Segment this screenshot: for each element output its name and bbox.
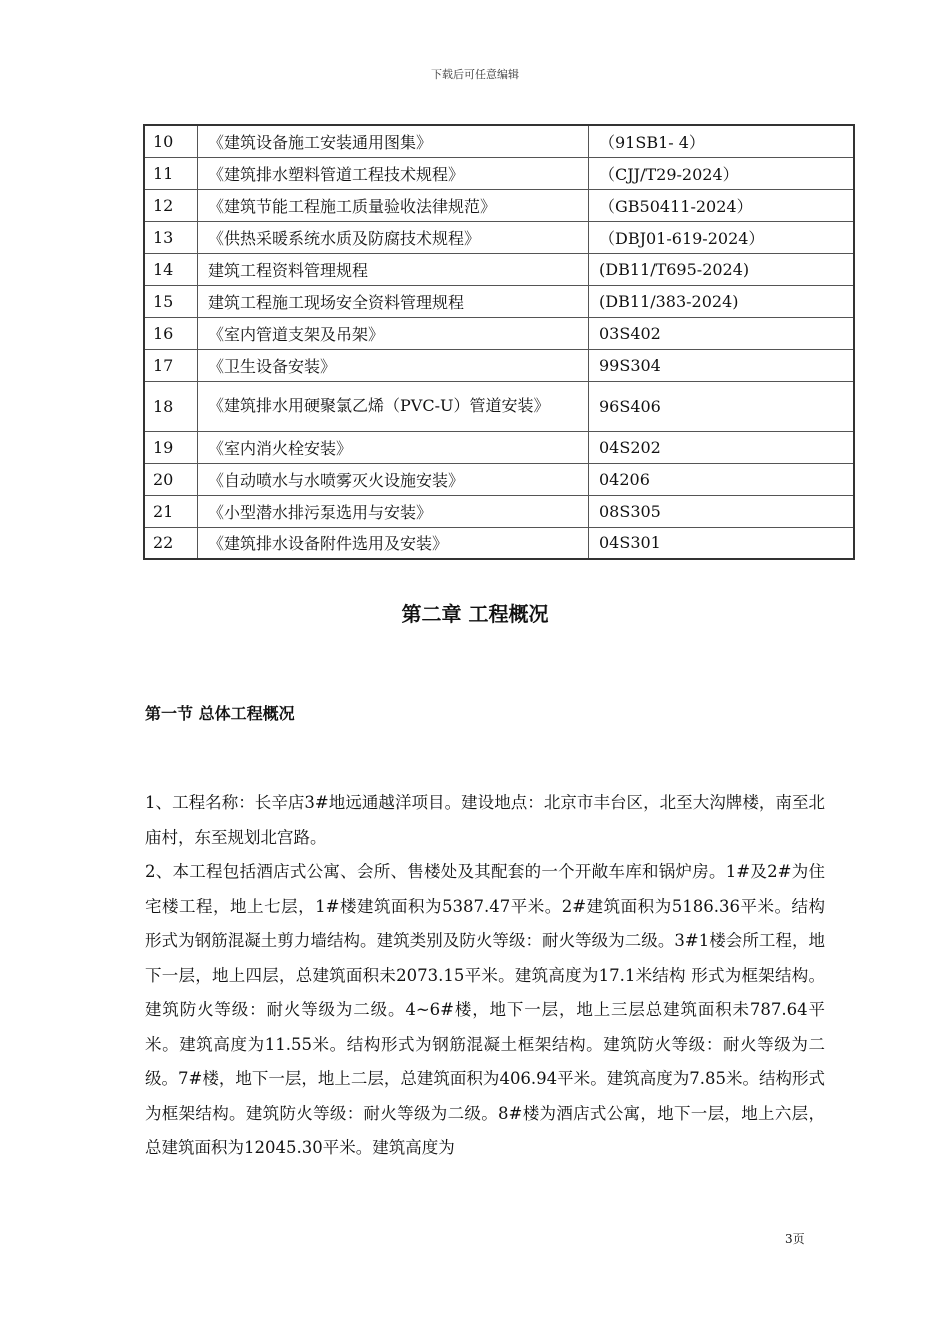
table-row bbox=[144, 317, 854, 349]
row-number: 22 bbox=[144, 527, 198, 559]
section-title: 第一节 总体工程概况 bbox=[145, 704, 295, 723]
table-row bbox=[144, 253, 854, 285]
paragraph: 2、本工程包括酒店式公寓、会所、售楼处及其配套的一个开敞车库和锅炉房。1#及2#为住宅楼工程，地上七层，1#楼建筑面积为5387.47平米。2#建筑面积为5186.36平米。结构形式为钢筋混凝土剪力墙结构。建筑类别及防火等级：耐火等级为二级。3#1楼会所工程，地下一层，地上四层，总建筑面积未2073.15平米。建筑高度为17.1米结构 形式为框架结构。建筑防火等级：耐火等级为二级。4~6#楼，地下一层，地上三层总建筑面积未787.64平米。建筑高度为11.55米。结构形式为钢筋混凝土框架结构。建筑防火等级：耐火等级为二级。7#楼，地下一层，地上二层，总建筑面积为406.94平米。建筑高度为7.85米。结构形式为框架结构。建筑防火等级：耐火等级为二级。8#楼为酒店式公寓，地下一层，地上六层，总建筑面积为12045.30平米。建筑高度为 bbox=[145, 862, 825, 1157]
standard-code: (DB11/T695-2024) bbox=[589, 253, 855, 285]
paragraph: 1、工程名称：长辛店3#地远通越洋项目。建设地点：北京市丰台区，北至大沟牌楼，南至北庙村，东至规划北宫路。 bbox=[145, 793, 825, 847]
body-text bbox=[145, 786, 825, 1166]
standard-name: 建筑工程资料管理规程 bbox=[198, 253, 589, 285]
standard-name: 《建筑排水设备附件选用及安装》 bbox=[198, 527, 589, 559]
standard-name: 《小型潜水排污泵选用与安装》 bbox=[198, 495, 589, 527]
table-row bbox=[144, 381, 854, 431]
table-row bbox=[144, 431, 854, 463]
page-header: 下载后可任意编辑 bbox=[431, 68, 519, 81]
table-row bbox=[144, 527, 854, 559]
standard-code: （GB50411-2024） bbox=[589, 189, 855, 221]
table-row bbox=[144, 125, 854, 157]
table-row bbox=[144, 285, 854, 317]
row-number: 10 bbox=[144, 125, 198, 157]
row-number: 19 bbox=[144, 431, 198, 463]
table-row bbox=[144, 349, 854, 381]
row-number: 18 bbox=[144, 381, 198, 431]
standard-code: (DB11/383-2024) bbox=[589, 285, 855, 317]
table-row bbox=[144, 189, 854, 221]
row-number: 16 bbox=[144, 317, 198, 349]
row-number: 21 bbox=[144, 495, 198, 527]
row-number: 17 bbox=[144, 349, 198, 381]
table-row bbox=[144, 463, 854, 495]
standard-name: 《建筑节能工程施工质量验收法律规范》 bbox=[198, 189, 589, 221]
standard-code: 96S406 bbox=[589, 381, 855, 431]
chapter-title: 第二章 工程概况 bbox=[401, 602, 549, 626]
table-row bbox=[144, 157, 854, 189]
row-number: 11 bbox=[144, 157, 198, 189]
standard-name: 《建筑排水用硬聚氯乙烯（PVC-U）管道安装》 bbox=[198, 381, 589, 431]
row-number: 13 bbox=[144, 221, 198, 253]
row-number: 12 bbox=[144, 189, 198, 221]
standard-code: （91SB1- 4） bbox=[589, 125, 855, 157]
standard-name: 《室内消火栓安装》 bbox=[198, 431, 589, 463]
standards-table bbox=[143, 124, 855, 560]
table-row bbox=[144, 221, 854, 253]
standard-code: 08S305 bbox=[589, 495, 855, 527]
standard-name: 《卫生设备安装》 bbox=[198, 349, 589, 381]
standard-name: 《建筑设备施工安装通用图集》 bbox=[198, 125, 589, 157]
standard-code: （DBJ01-619-2024） bbox=[589, 221, 855, 253]
table-row bbox=[144, 495, 854, 527]
standard-name: 《供热采暖系统水质及防腐技术规程》 bbox=[198, 221, 589, 253]
standard-name: 建筑工程施工现场安全资料管理规程 bbox=[198, 285, 589, 317]
standard-code: 03S402 bbox=[589, 317, 855, 349]
standard-name: 《室内管道支架及吊架》 bbox=[198, 317, 589, 349]
row-number: 14 bbox=[144, 253, 198, 285]
standard-code: 04S301 bbox=[589, 527, 855, 559]
standard-code: 04S202 bbox=[589, 431, 855, 463]
page-number: 3页 bbox=[785, 1232, 805, 1246]
standard-code: 04206 bbox=[589, 463, 855, 495]
row-number: 15 bbox=[144, 285, 198, 317]
row-number: 20 bbox=[144, 463, 198, 495]
standard-name: 《自动喷水与水喷雾灭火设施安装》 bbox=[198, 463, 589, 495]
standard-name: 《建筑排水塑料管道工程技术规程》 bbox=[198, 157, 589, 189]
standard-code: 99S304 bbox=[589, 349, 855, 381]
standard-code: （CJJ/T29-2024） bbox=[589, 157, 855, 189]
